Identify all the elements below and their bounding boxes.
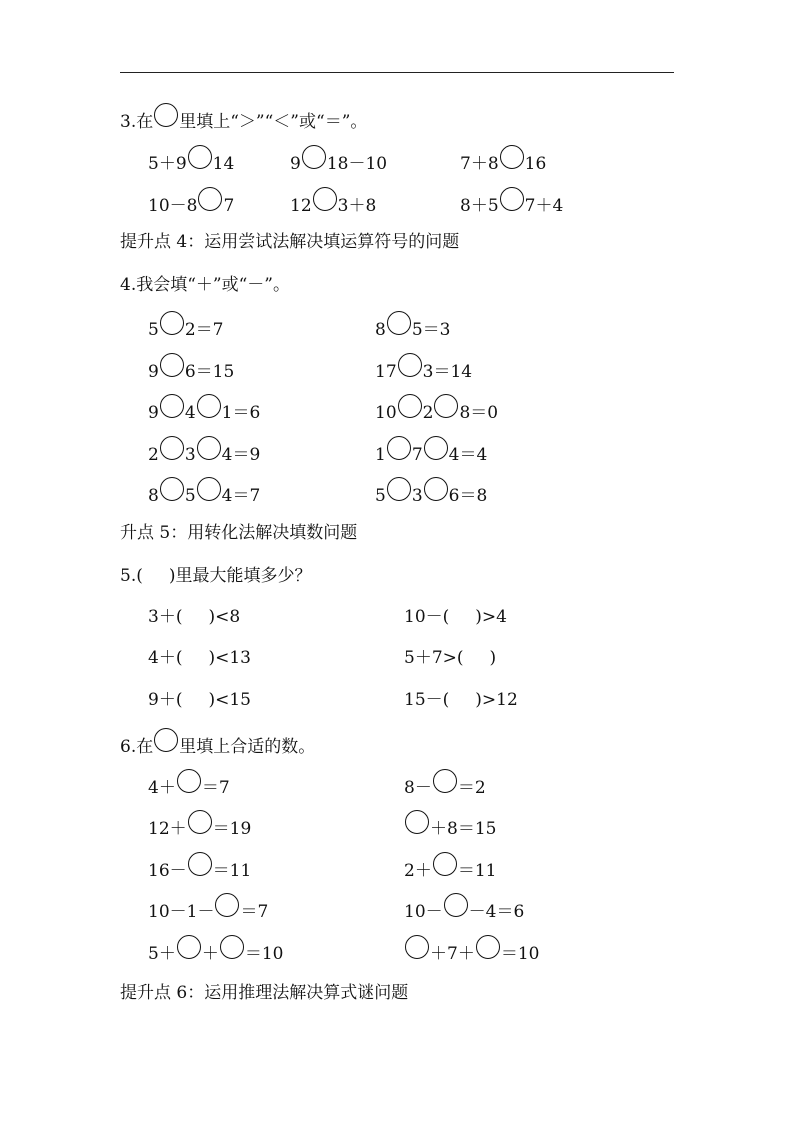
- q5-item: 10－( )>4: [404, 607, 507, 627]
- answer-circle[interactable]: [154, 103, 178, 127]
- answer-circle[interactable]: [198, 187, 222, 211]
- answer-circle[interactable]: [500, 187, 524, 211]
- q5-item: 3＋( )<8: [148, 607, 241, 627]
- answer-circle[interactable]: [197, 394, 221, 418]
- q6-item: ＋8＝15: [404, 817, 496, 841]
- q3-item: 9 18－10: [290, 152, 387, 176]
- q6-title: 6.在 里填上合适的数。: [120, 735, 315, 759]
- q4-item: 17 3＝14: [375, 360, 472, 384]
- answer-circle[interactable]: [398, 353, 422, 377]
- q3-item: 5＋9 14: [148, 152, 234, 176]
- q4-item: 5 3 6＝8: [375, 484, 487, 508]
- q6-item: 4＋ ＝7: [148, 776, 230, 800]
- answer-circle[interactable]: [188, 145, 212, 169]
- answer-circle[interactable]: [398, 394, 422, 418]
- q4-item: 9 4 1＝6: [148, 401, 260, 425]
- section-heading-point4: 提升点 4：运用尝试法解决填运算符号的问题: [120, 232, 460, 252]
- answer-circle[interactable]: [424, 477, 448, 501]
- answer-circle[interactable]: [197, 477, 221, 501]
- q4-item: 5 2＝7: [148, 318, 223, 342]
- q4-item: 8 5 4＝7: [148, 484, 260, 508]
- q3-title: 3.在 里填上“＞”“＜”或“＝”。: [120, 110, 367, 134]
- answer-circle[interactable]: [154, 728, 178, 752]
- answer-circle[interactable]: [500, 145, 524, 169]
- answer-circle[interactable]: [160, 436, 184, 460]
- q6-item: 5＋ ＋ ＝10: [148, 942, 283, 966]
- q5-item: 5＋7>( ): [404, 648, 497, 668]
- q4-item: 10 2 8＝0: [375, 401, 498, 425]
- answer-circle[interactable]: [160, 394, 184, 418]
- answer-circle[interactable]: [387, 477, 411, 501]
- q5-title: 5.( )里最大能填多少？: [120, 566, 312, 586]
- q4-item: 2 3 4＝9: [148, 443, 260, 467]
- section-heading-point5: 升点 5：用转化法解决填数问题: [120, 523, 358, 543]
- q4-item: 8 5＝3: [375, 318, 450, 342]
- q5-item: 9＋( )<15: [148, 690, 251, 710]
- q6-item: 10－ －4＝6: [404, 900, 524, 924]
- answer-circle[interactable]: [188, 852, 212, 876]
- answer-circle[interactable]: [434, 394, 458, 418]
- answer-circle[interactable]: [433, 852, 457, 876]
- answer-circle[interactable]: [405, 935, 429, 959]
- answer-circle[interactable]: [387, 311, 411, 335]
- q5-item: 15－( )>12: [404, 690, 518, 710]
- q6-item: ＋7＋ ＝10: [404, 942, 539, 966]
- q3-item: 10－8 7: [148, 194, 234, 218]
- q6-item: 2＋ ＝11: [404, 859, 496, 883]
- answer-circle[interactable]: [433, 769, 457, 793]
- q4-title: 4.我会填“＋”或“－”。: [120, 275, 290, 295]
- q6-item: 10－1－ ＝7: [148, 900, 268, 924]
- answer-circle[interactable]: [215, 893, 239, 917]
- q3-item: 7＋8 16: [460, 152, 546, 176]
- q6-item: 8－ ＝2: [404, 776, 486, 800]
- q5-item: 4＋( )<13: [148, 648, 251, 668]
- answer-circle[interactable]: [387, 436, 411, 460]
- q6-item: 12＋ ＝19: [148, 817, 251, 841]
- answer-circle[interactable]: [160, 353, 184, 377]
- q3-item: 8＋5 7＋4: [460, 194, 563, 218]
- q4-item: 9 6＝15: [148, 360, 234, 384]
- answer-circle[interactable]: [160, 477, 184, 501]
- answer-circle[interactable]: [444, 893, 468, 917]
- answer-circle[interactable]: [405, 810, 429, 834]
- answer-circle[interactable]: [476, 935, 500, 959]
- answer-circle[interactable]: [197, 436, 221, 460]
- answer-circle[interactable]: [424, 436, 448, 460]
- answer-circle[interactable]: [313, 187, 337, 211]
- answer-circle[interactable]: [177, 769, 201, 793]
- answer-circle[interactable]: [188, 810, 212, 834]
- answer-circle[interactable]: [220, 935, 244, 959]
- answer-circle[interactable]: [177, 935, 201, 959]
- q3-item: 12 3＋8: [290, 194, 376, 218]
- q4-item: 1 7 4＝4: [375, 443, 487, 467]
- answer-circle[interactable]: [160, 311, 184, 335]
- top-rule: [120, 72, 674, 73]
- section-heading-point6: 提升点 6：运用推理法解决算式谜问题: [120, 983, 409, 1003]
- q6-item: 16－ ＝11: [148, 859, 251, 883]
- answer-circle[interactable]: [302, 145, 326, 169]
